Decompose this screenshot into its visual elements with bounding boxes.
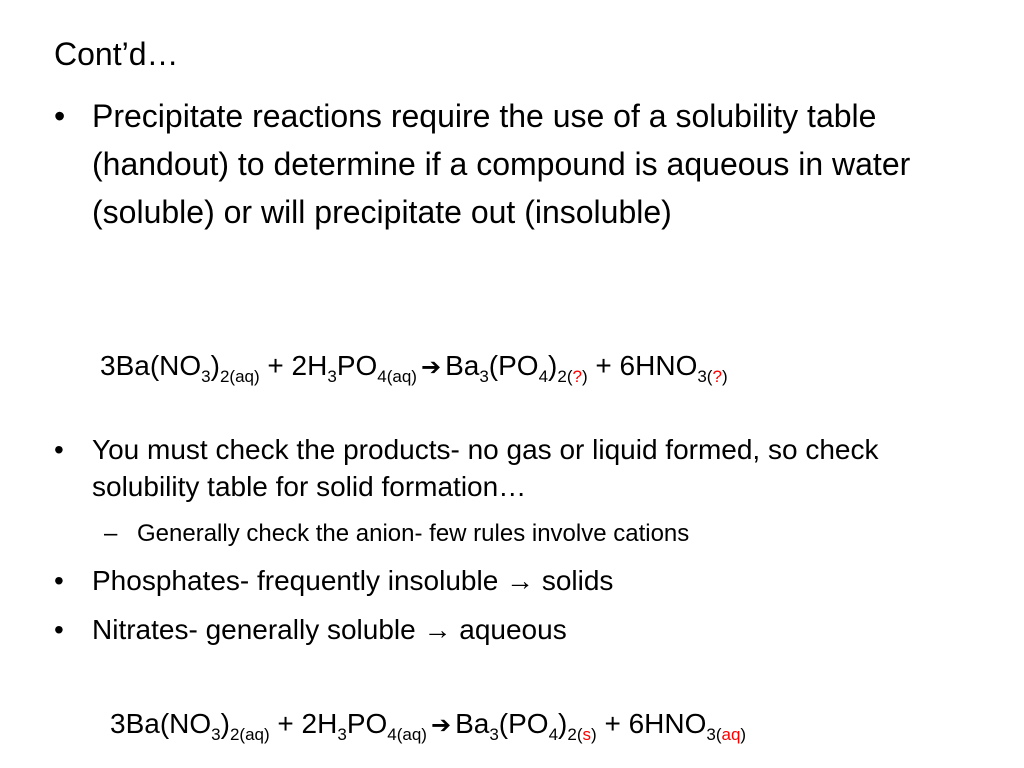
state-unknown: ? <box>572 367 582 386</box>
dash-mark: – <box>104 520 118 547</box>
equation-unknown-states <box>100 348 728 388</box>
slide-title: Cont’d… <box>54 36 179 72</box>
reactant-2: + $2H_3PO_{4(aq)}$ <box>269 708 427 744</box>
state-aqueous: aq <box>721 725 741 744</box>
bullet-mark: • <box>54 614 64 645</box>
bullet-mark: • <box>54 565 64 596</box>
bullet-mark: • <box>54 434 64 465</box>
bullet-text: Precipitate reactions require the use of a solubility table (handout) to determine if a compound is aqueous in water (soluble) or will precipitate out (insoluble) <box>92 98 911 230</box>
state-unknown: ? <box>712 367 722 386</box>
reactant-1: $3Ba(NO_3)_{2(aq)}$ <box>110 708 270 744</box>
reactant-2: + $2H_3PO_{4(aq)}$ <box>259 350 417 386</box>
product-2: + $6HNO_{3(?)}$ <box>587 350 728 386</box>
bullet-text: You must check the products- no gas or liquid formed, so check solubility table for solid formation… <box>92 434 879 502</box>
bullet-mark: • <box>54 98 66 134</box>
sub-bullet-text: Generally check the anion- few rules involve cations <box>137 520 690 547</box>
product-2: + $6HNO_{3(aq)}$ <box>596 708 747 744</box>
product-1: $Ba_3(PO_4)_{2(s)}$ <box>455 708 597 744</box>
bullet-text: Phosphates- frequently insoluble → solids <box>92 565 614 596</box>
reaction-arrow-icon: ➔ <box>430 711 452 739</box>
product-1: $Ba_3(PO_4)_{2(?)}$ <box>445 350 588 386</box>
bullet-text: Nitrates- generally soluble → aqueous <box>92 614 567 645</box>
reactant-1: $3Ba(NO_3)_{2(aq)}$ <box>100 350 260 386</box>
equation-solved-states <box>110 706 746 746</box>
state-solid: s <box>582 725 591 744</box>
reaction-arrow-icon: ➔ <box>420 353 442 381</box>
